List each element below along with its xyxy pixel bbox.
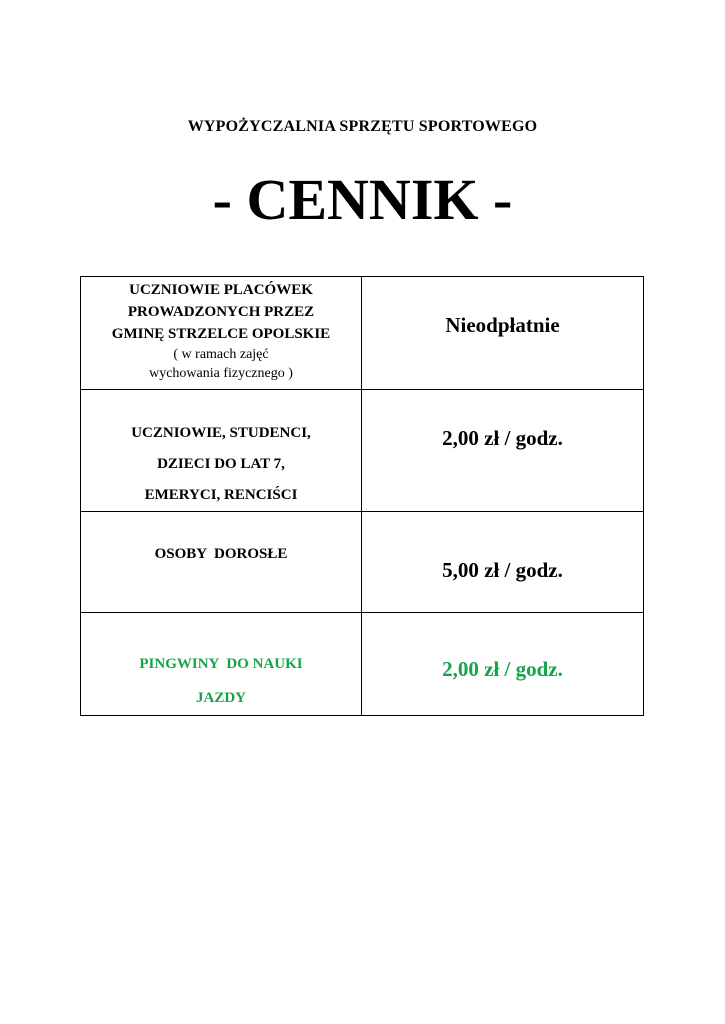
- customer-group-cell: [81, 390, 362, 512]
- group-line: EMERYCI, RENCIŚCI: [144, 487, 298, 503]
- group-line: GMINĘ STRZELCE OPOLSKIE: [111, 326, 331, 342]
- price-cell: [362, 390, 644, 512]
- table-row: [81, 613, 644, 716]
- group-line: UCZNIOWIE, STUDENCI,: [131, 425, 311, 441]
- table-row: [81, 512, 644, 613]
- price-cell: [362, 512, 644, 613]
- customer-group-cell: [81, 512, 362, 613]
- customer-group-cell: [81, 613, 362, 716]
- customer-group-cell: [81, 277, 362, 390]
- table-row: [81, 390, 644, 512]
- price-value: Nieodpłatnie: [445, 313, 560, 337]
- price-cell: [362, 613, 644, 716]
- price-value: 5,00 zł / godz.: [442, 558, 563, 582]
- price-value: 2,00 zł / godz.: [442, 657, 563, 681]
- group-note: wychowania fizycznego ): [149, 366, 293, 381]
- group-line: JAZDY: [195, 690, 246, 706]
- price-table: [80, 276, 644, 716]
- group-line: PROWADZONYCH PRZEZ: [127, 304, 315, 320]
- group-line: DZIECI DO LAT 7,: [157, 456, 285, 472]
- group-line: UCZNIOWIE PLACÓWEK: [129, 282, 313, 298]
- table-row: [81, 277, 644, 390]
- price-cell: [362, 277, 644, 390]
- group-note: ( w ramach zajęć: [173, 347, 269, 362]
- group-line: OSOBY DOROSŁE: [154, 546, 288, 562]
- group-line: PINGWINY DO NAUKI: [139, 656, 303, 672]
- page-subtitle: WYPOŻYCZALNIA SPRZĘTU SPORTOWEGO: [187, 118, 538, 135]
- price-value: 2,00 zł / godz.: [442, 426, 563, 450]
- page-title: - CENNIK -: [212, 167, 513, 232]
